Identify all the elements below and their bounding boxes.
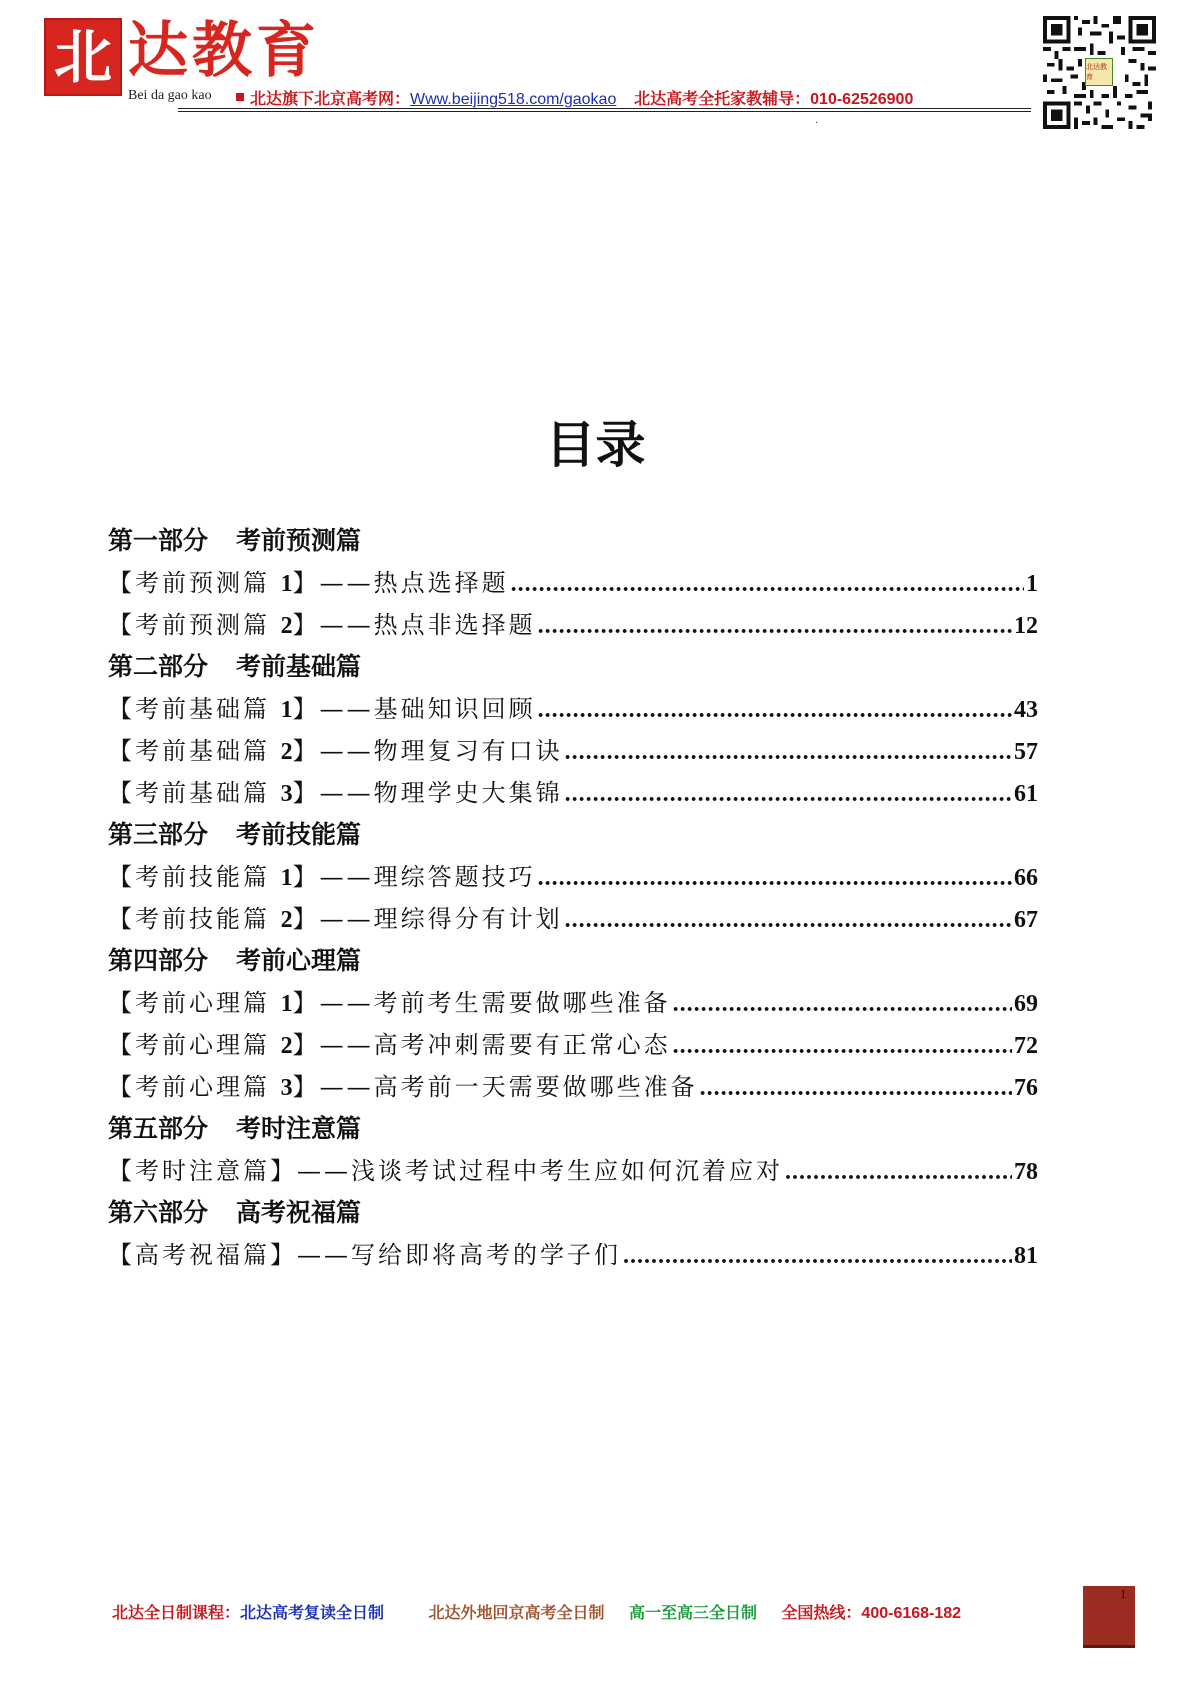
toc-dot-leader — [785, 1151, 1012, 1193]
toc-part-heading — [108, 1192, 1038, 1234]
toc-entry[interactable] — [108, 688, 1038, 730]
header-info-line — [250, 86, 913, 109]
toc-dot-leader — [511, 563, 1024, 605]
toc-dot-leader — [565, 773, 1012, 815]
toc-entry-label — [108, 1234, 621, 1277]
toc-entry[interactable] — [108, 1024, 1038, 1066]
toc-entry-label — [108, 730, 563, 773]
header-site-label: 北达旗下北京高考网： — [250, 91, 411, 108]
toc-part-title: 考时注意篇 — [236, 1114, 362, 1143]
footer-hotline: 全国热线：400-6168-182 — [781, 1605, 962, 1622]
toc-entry[interactable] — [108, 856, 1038, 898]
toc-entry-label — [108, 1024, 671, 1067]
toc-entry-prefix: 【考前预测篇 — [108, 611, 281, 639]
toc-part-title: 考前心理篇 — [236, 946, 362, 975]
toc-dot-leader — [700, 1067, 1012, 1109]
toc-entry-prefix: 【考前预测篇 — [108, 569, 281, 597]
toc-entry-prefix: 【高考祝福篇 — [108, 1241, 270, 1269]
toc-entry-prefix: 【考前心理篇 — [108, 1073, 281, 1101]
footer-course-value: 北达高考复读全日制 — [240, 1605, 385, 1622]
toc-page-number: 67 — [1014, 907, 1038, 933]
toc-entry-number: 1 — [280, 991, 293, 1017]
toc-entry-prefix: 【考前基础篇 — [108, 695, 281, 723]
stray-dot: · — [815, 118, 819, 129]
toc-entry-number: 3 — [280, 1075, 293, 1101]
toc-entry-prefix: 【考前基础篇 — [108, 737, 281, 765]
toc-entry-label — [108, 898, 563, 941]
toc-dot-leader — [673, 1025, 1012, 1067]
toc-page-number: 43 — [1014, 697, 1038, 723]
toc-entry[interactable] — [108, 1234, 1038, 1276]
footer-item-highschool: 高一至高三全日制 — [628, 1605, 757, 1622]
toc-entry[interactable] — [108, 1066, 1038, 1108]
toc-part-title: 考前技能篇 — [236, 820, 362, 849]
toc-entry-prefix: 【考时注意篇 — [108, 1157, 270, 1185]
toc-entry-number: 1 — [280, 571, 293, 597]
toc-page-number: 78 — [1014, 1159, 1038, 1185]
footer-bar — [112, 1600, 981, 1623]
footer-item-return: 北达外地回京高考全日制 — [428, 1605, 605, 1622]
toc-entry-suffix: 】——热点非选择题 — [292, 611, 536, 639]
toc-entry-prefix: 【考前技能篇 — [108, 905, 281, 933]
toc-entry-suffix: 】——理综得分有计划 — [292, 905, 563, 933]
toc-entry-suffix: 】——浅谈考试过程中考生应如何沉着应对 — [270, 1157, 783, 1185]
toc-part-heading — [108, 814, 1038, 856]
toc-part-heading — [108, 646, 1038, 688]
toc-entry-suffix: 】——物理复习有口诀 — [292, 737, 563, 765]
toc-entry-suffix: 】——考前考生需要做哪些准备 — [292, 989, 671, 1017]
toc-dot-leader — [538, 689, 1012, 731]
toc-entry-prefix: 【考前心理篇 — [108, 989, 281, 1017]
toc-entry[interactable] — [108, 898, 1038, 940]
toc-entry-suffix: 】——基础知识回顾 — [292, 695, 536, 723]
toc-page-number: 66 — [1014, 865, 1038, 891]
toc-part-number: 第六部分 — [108, 1198, 209, 1227]
toc-entry-suffix: 】——物理学史大集锦 — [292, 779, 563, 807]
header-divider — [178, 108, 1031, 109]
brand-name: 达教育 — [128, 16, 320, 86]
brand-subtitle: Bei da gao kao — [128, 88, 212, 103]
toc-page-number: 69 — [1014, 991, 1038, 1017]
toc-entry-prefix: 【考前技能篇 — [108, 863, 281, 891]
toc-page-number: 57 — [1014, 739, 1038, 765]
toc-part-heading — [108, 520, 1038, 562]
toc-part-heading — [108, 1108, 1038, 1150]
toc-part-title: 考前预测篇 — [236, 526, 362, 555]
toc-entry-number: 2 — [280, 1033, 293, 1059]
toc-page-number: 76 — [1014, 1075, 1038, 1101]
page-corner-block — [1083, 1586, 1135, 1648]
toc-entry-suffix: 】——写给即将高考的学子们 — [270, 1241, 621, 1269]
page-number: 1 — [1120, 1586, 1127, 1601]
toc-part-title: 高考祝福篇 — [236, 1198, 362, 1227]
brand-logo — [44, 18, 122, 96]
toc-entry[interactable] — [108, 982, 1038, 1024]
toc-part-number: 第四部分 — [108, 946, 209, 975]
header-tutor-line: 北达高考全托家教辅导：010-62526900 — [634, 91, 914, 108]
toc-dot-leader — [538, 605, 1012, 647]
toc-dot-leader — [623, 1235, 1012, 1277]
toc-dot-leader — [565, 899, 1012, 941]
toc-dot-leader — [565, 731, 1012, 773]
footer-course-label — [112, 1605, 404, 1622]
toc-entry-number: 3 — [280, 781, 293, 807]
header-divider-secondary — [178, 111, 1031, 112]
page-title: 目录 — [545, 416, 646, 474]
toc-entry-label — [108, 772, 563, 815]
toc-entry[interactable] — [108, 604, 1038, 646]
toc-part-heading — [108, 940, 1038, 982]
toc-entry-number: 1 — [280, 865, 293, 891]
toc-entry-suffix: 】——高考冲刺需要有正常心态 — [292, 1031, 671, 1059]
toc-page-number: 61 — [1014, 781, 1038, 807]
toc-dot-leader — [673, 983, 1012, 1025]
toc-entry-label — [108, 856, 536, 899]
toc-page-number: 1 — [1026, 571, 1038, 597]
toc-entry-number: 2 — [280, 739, 293, 765]
toc-page-number: 81 — [1014, 1243, 1038, 1269]
toc-entry[interactable] — [108, 562, 1038, 604]
toc-entry-number: 2 — [280, 907, 293, 933]
table-of-contents — [108, 520, 1038, 1276]
toc-part-number: 第五部分 — [108, 1114, 209, 1143]
toc-part-number: 第二部分 — [108, 652, 209, 681]
toc-entry[interactable] — [108, 730, 1038, 772]
toc-entry-label — [108, 1066, 698, 1109]
toc-page-number: 12 — [1014, 613, 1038, 639]
logo-char: 北 — [53, 23, 112, 91]
toc-entry-suffix: 】——高考前一天需要做哪些准备 — [292, 1073, 698, 1101]
toc-page-number: 72 — [1014, 1033, 1038, 1059]
toc-entry-suffix: 】——热点选择题 — [292, 569, 509, 597]
header-site-link[interactable]: Www.beijing518.com/gaokao — [410, 91, 617, 108]
toc-entry-prefix: 【考前心理篇 — [108, 1031, 281, 1059]
toc-dot-leader — [538, 857, 1012, 899]
footer-course-label-text: 北达全日制课程： — [112, 1605, 241, 1622]
toc-entry-label — [108, 982, 671, 1025]
toc-entry-number: 1 — [280, 697, 293, 723]
toc-part-number: 第一部分 — [108, 526, 209, 555]
toc-entry-label — [108, 562, 509, 605]
qr-center-badge: 北达教育 — [1085, 58, 1113, 86]
toc-entry-suffix: 】——理综答题技巧 — [292, 863, 536, 891]
toc-part-title: 考前基础篇 — [236, 652, 362, 681]
toc-part-number: 第三部分 — [108, 820, 209, 849]
toc-entry[interactable] — [108, 1150, 1038, 1192]
toc-entry-label — [108, 688, 536, 731]
bullet-square-icon — [236, 93, 244, 101]
toc-entry-prefix: 【考前基础篇 — [108, 779, 281, 807]
toc-entry-label — [108, 604, 536, 647]
toc-entry[interactable] — [108, 772, 1038, 814]
toc-entry-label — [108, 1150, 783, 1193]
toc-entry-number: 2 — [280, 613, 293, 639]
